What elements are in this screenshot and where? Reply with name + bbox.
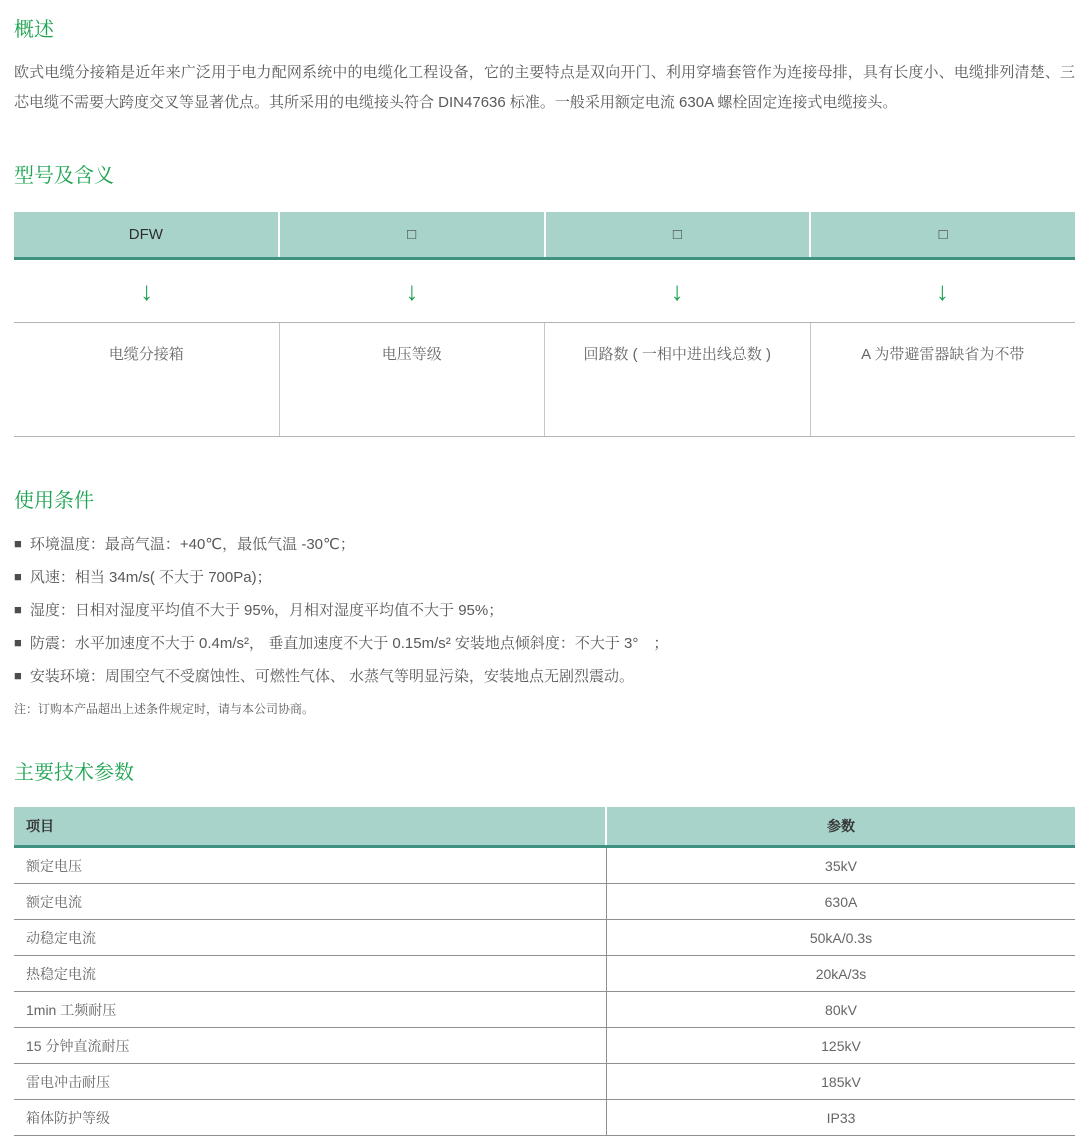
param-label: 箱体防护等级	[14, 1100, 607, 1135]
down-arrow-icon: ↓	[670, 275, 684, 306]
model-arrow-row	[14, 260, 1075, 322]
model-header-cell-box-1: □	[278, 212, 544, 257]
param-row	[14, 920, 1075, 956]
param-label: 额定电流	[14, 884, 607, 919]
param-col-header-value: 参数	[607, 807, 1075, 845]
param-row	[14, 848, 1075, 884]
param-value: 185kV	[821, 1073, 861, 1090]
model-desc-row	[14, 322, 1075, 437]
square-bullet-icon: ■	[14, 569, 22, 584]
condition-text: 环境温度：最高气温：+40℃，最低气温 -30℃；	[29, 536, 355, 553]
down-arrow-icon: ↓	[405, 275, 419, 306]
param-row	[14, 884, 1075, 920]
condition-text: 风速：相当 34m/s( 不大于 700Pa)；	[29, 569, 272, 586]
square-bullet-icon: ■	[14, 635, 22, 650]
model-header-cell-box-2: □	[544, 212, 810, 257]
condition-item	[14, 601, 1075, 621]
section-title-conditions: 使用条件	[14, 490, 94, 512]
param-label: 1min 工频耐压	[14, 992, 607, 1027]
condition-item	[14, 634, 1075, 654]
square-bullet-icon: ■	[14, 668, 22, 683]
section-title-parameters: 主要技术参数	[14, 762, 134, 784]
param-label: 动稳定电流	[14, 920, 607, 955]
param-value: 630A	[824, 893, 858, 910]
param-row	[14, 1064, 1075, 1100]
param-col-header-item: 项目	[14, 807, 607, 845]
model-desc-cell: A 为带避雷器缺省为不带	[810, 323, 1076, 436]
model-desc-cell: 回路数 ( 一相中进出线总数 )	[544, 323, 810, 436]
param-row	[14, 1100, 1075, 1136]
param-row	[14, 992, 1075, 1028]
param-row	[14, 1028, 1075, 1064]
param-label: 15 分钟直流耐压	[14, 1028, 607, 1063]
condition-text: 安装环境：周围空气不受腐蚀性、可燃性气体、 水蒸气等明显污染，安装地点无剧烈震动。	[29, 668, 635, 685]
model-header-cell-box-3: □	[809, 212, 1075, 257]
param-value: 125kV	[821, 1037, 861, 1054]
section-title-model: 型号及含义	[14, 165, 114, 187]
model-table	[14, 212, 1075, 437]
condition-text: 防震：水平加速度不大于 0.4m/s²， 垂直加速度不大于 0.15m/s² 安装地点倾斜度：不大于 3° ；	[29, 635, 669, 652]
param-value: 35kV	[825, 857, 857, 874]
condition-item	[14, 667, 1075, 687]
conditions-list	[14, 535, 1075, 717]
model-header-cell-dfw: DFW	[14, 212, 278, 257]
param-row	[14, 956, 1075, 992]
param-label: 热稳定电流	[14, 956, 607, 991]
param-value: 20kA/3s	[815, 965, 867, 982]
condition-item	[14, 568, 1075, 588]
square-bullet-icon: ■	[14, 602, 22, 617]
model-table-header	[14, 212, 1075, 260]
conditions-note: 注：订购本产品超出上述条件规定时，请与本公司协商。	[14, 702, 315, 716]
param-value: 50kA/0.3s	[809, 929, 873, 946]
condition-item	[14, 535, 1075, 555]
param-label: 雷电冲击耐压	[14, 1064, 607, 1099]
overview-paragraph: 欧式电缆分接箱是近年来广泛用于电力配网系统中的电缆化工程设备，它的主要特点是双向开门、利用穿墙套管作为连接母排，具有长度小、电缆排列清楚、三芯电缆不需要大跨度交叉等显著优点。其所采用的电缆接头符合 DIN47636 标准。一般采用额定电流 630A 螺栓固定连接式电缆接头。	[14, 64, 1075, 111]
param-label: 额定电压	[14, 848, 607, 883]
square-bullet-icon: ■	[14, 536, 22, 551]
param-value: 80kV	[825, 1001, 857, 1018]
parameters-table-body	[14, 848, 1075, 1136]
model-desc-cell: 电缆分接箱	[108, 346, 184, 363]
section-title-overview: 概述	[14, 19, 54, 41]
down-arrow-icon: ↓	[140, 275, 154, 306]
condition-text: 湿度：日相对湿度平均值不大于 95%，月相对湿度平均值不大于 95%；	[29, 602, 504, 619]
param-value: IP33	[826, 1109, 856, 1126]
down-arrow-icon: ↓	[935, 275, 949, 306]
parameters-table	[14, 807, 1075, 1136]
model-desc-cell: 电压等级	[279, 323, 545, 436]
parameters-table-header	[14, 807, 1075, 848]
